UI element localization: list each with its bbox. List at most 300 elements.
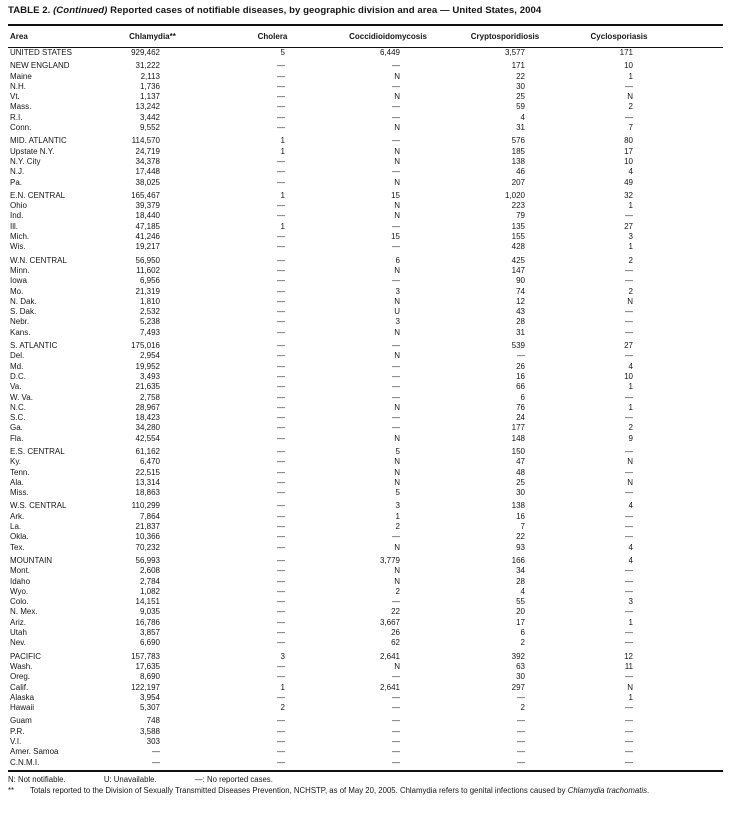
footnote-legend-not-notifiable: N: Not notifiable. <box>8 774 66 784</box>
value-cell: — <box>277 457 285 467</box>
table-row <box>8 82 723 92</box>
area-cell: W.S. CENTRAL <box>10 501 67 511</box>
table-row <box>8 317 723 327</box>
filler-cell <box>674 758 723 768</box>
table-row <box>8 434 723 444</box>
value-cell: — <box>277 586 285 596</box>
value-cell: — <box>625 317 633 327</box>
footnotes <box>8 772 723 796</box>
filler-cell <box>674 716 723 726</box>
area-cell: C.N.M.I. <box>10 757 40 767</box>
value-cell: 31 <box>516 123 525 133</box>
table-row <box>8 393 723 403</box>
value-cell: 1,810 <box>139 296 160 306</box>
area-cell: P.R. <box>10 726 25 736</box>
value-cell: — <box>277 402 285 412</box>
table-row <box>8 447 723 457</box>
filler-cell <box>674 683 723 693</box>
value-cell: — <box>277 296 285 306</box>
value-cell: 1 <box>280 146 285 156</box>
area-cell: Ala. <box>10 477 24 487</box>
value-cell: N <box>394 211 400 221</box>
value-cell: — <box>392 341 400 351</box>
filler-cell <box>674 556 723 566</box>
value-cell: 19,217 <box>135 242 160 252</box>
value-cell: — <box>277 167 285 177</box>
value-cell: — <box>277 433 285 443</box>
value-cell: N <box>394 123 400 133</box>
filler-cell <box>674 191 723 201</box>
value-cell: 223 <box>511 201 525 211</box>
value-cell: — <box>277 382 285 392</box>
table-row <box>8 102 723 112</box>
area-cell: Okla. <box>10 532 29 542</box>
value-cell: — <box>277 123 285 133</box>
value-cell: 135 <box>511 221 525 231</box>
value-cell: 11 <box>624 661 633 671</box>
value-cell: — <box>152 757 160 767</box>
value-cell: 748 <box>146 716 160 726</box>
filler-cell <box>674 403 723 413</box>
area-cell: E.N. CENTRAL <box>10 190 66 200</box>
value-cell: 93 <box>516 542 525 552</box>
value-cell: 16,786 <box>135 617 160 627</box>
value-cell: — <box>625 265 633 275</box>
area-cell: N. Mex. <box>10 607 38 617</box>
value-cell: — <box>392 597 400 607</box>
value-cell: 30 <box>516 488 525 498</box>
value-cell: 2 <box>520 638 525 648</box>
value-cell: 171 <box>619 48 633 57</box>
notifiable-diseases-table <box>8 24 723 768</box>
area-cell: Ind. <box>10 211 24 221</box>
value-cell: 2 <box>395 522 400 532</box>
value-cell: 31 <box>516 327 525 337</box>
value-cell: 2 <box>628 286 633 296</box>
value-cell: 2,641 <box>379 651 400 661</box>
value-cell: — <box>277 672 285 682</box>
value-cell: — <box>517 737 525 746</box>
value-cell: — <box>392 692 400 702</box>
value-cell: N <box>394 542 400 552</box>
value-cell: — <box>277 276 285 286</box>
table-header <box>8 25 723 48</box>
value-cell: 56,950 <box>135 255 160 265</box>
filler-cell <box>674 167 723 177</box>
value-cell: — <box>277 307 285 317</box>
value-cell: — <box>625 576 633 586</box>
filler-cell <box>674 478 723 488</box>
area-cell: Mass. <box>10 102 32 112</box>
value-cell: 17,635 <box>135 661 160 671</box>
value-cell: — <box>625 211 633 221</box>
value-cell: — <box>277 112 285 122</box>
value-cell: 171 <box>511 61 525 71</box>
table-row <box>8 607 723 617</box>
table-row <box>8 232 723 242</box>
header-row <box>8 25 723 48</box>
table-row <box>8 758 723 768</box>
value-cell: 61,162 <box>135 446 160 456</box>
value-cell: 3,588 <box>139 726 160 736</box>
value-cell: — <box>392 167 400 177</box>
filler-cell <box>674 102 723 112</box>
value-cell: N <box>627 477 633 487</box>
value-cell: 539 <box>511 341 525 351</box>
value-cell: — <box>625 737 633 746</box>
area-cell: Ariz. <box>10 617 26 627</box>
value-cell: 62 <box>391 638 400 648</box>
value-cell: 6,470 <box>139 457 160 467</box>
value-cell: 7 <box>628 123 633 133</box>
filler-cell <box>674 266 723 276</box>
value-cell: — <box>625 607 633 617</box>
filler-cell <box>674 628 723 638</box>
column-header-filler <box>674 25 723 48</box>
filler-cell <box>674 232 723 242</box>
filler-cell <box>674 672 723 682</box>
area-cell: E.S. CENTRAL <box>10 446 65 456</box>
area-cell: Nev. <box>10 638 26 648</box>
value-cell: 26 <box>391 628 400 638</box>
value-cell: — <box>392 716 400 726</box>
value-cell: — <box>277 351 285 361</box>
value-cell: — <box>277 327 285 337</box>
value-cell: — <box>277 286 285 296</box>
area-cell: Colo. <box>10 597 29 607</box>
value-cell: 1,736 <box>139 81 160 91</box>
filler-cell <box>674 136 723 146</box>
area-cell: Utah <box>10 628 27 638</box>
area-cell: Hawaii <box>10 703 35 713</box>
filler-cell <box>674 532 723 542</box>
value-cell: 12 <box>624 651 633 661</box>
value-cell: N <box>627 296 633 306</box>
value-cell: — <box>392 737 400 746</box>
filler-cell <box>674 61 723 71</box>
value-cell: 25 <box>516 477 525 487</box>
value-cell: 18,423 <box>135 413 160 423</box>
table-row <box>8 351 723 361</box>
column-header-cryptosporidiosis: Cryptosporidiosis <box>446 25 564 48</box>
filler-cell <box>674 662 723 672</box>
footnote-legend-no-reported-cases: —: No reported cases. <box>194 774 273 784</box>
column-header-chlamydia: Chlamydia** <box>90 25 215 48</box>
value-cell: — <box>277 597 285 607</box>
table-title <box>8 5 723 17</box>
filler-cell <box>674 222 723 232</box>
value-cell: 12 <box>516 296 525 306</box>
value-cell: 138 <box>511 501 525 511</box>
filler-cell <box>674 287 723 297</box>
area-cell: Maine <box>10 71 32 81</box>
value-cell: 2 <box>280 703 285 713</box>
value-cell: 425 <box>511 255 525 265</box>
filler-cell <box>674 737 723 747</box>
table-row <box>8 382 723 392</box>
value-cell: 17 <box>624 146 633 156</box>
filler-cell <box>674 317 723 327</box>
filler-cell <box>674 48 723 59</box>
value-cell: 177 <box>511 423 525 433</box>
value-cell: 15 <box>391 190 400 200</box>
value-cell: 28 <box>516 576 525 586</box>
value-cell: 16 <box>516 371 525 381</box>
footnote-text-italic: Chlamydia trachomatis <box>567 785 647 795</box>
footnote-text-roman: Totals reported to the Division of Sexually Transmitted Diseases Prevention, NCHSTP, as of May 20, 2005. Chlamydia refers to genital infections caused by <box>30 785 568 795</box>
value-cell: 576 <box>511 136 525 146</box>
value-cell: 10 <box>624 371 633 381</box>
value-cell: — <box>277 102 285 112</box>
value-cell: 10 <box>624 156 633 166</box>
area-cell: Miss. <box>10 488 29 498</box>
area-cell: Wis. <box>10 242 26 252</box>
value-cell: 26 <box>516 361 525 371</box>
value-cell: 6,690 <box>139 638 160 648</box>
area-cell: D.C. <box>10 371 26 381</box>
table-row <box>8 747 723 757</box>
value-cell: 1 <box>280 190 285 200</box>
area-cell: S. ATLANTIC <box>10 341 58 351</box>
value-cell: U <box>394 307 400 317</box>
area-cell: W.N. CENTRAL <box>10 255 67 265</box>
filler-cell <box>674 501 723 511</box>
value-cell: 155 <box>511 232 525 242</box>
table-row <box>8 328 723 338</box>
filler-cell <box>674 434 723 444</box>
table-row <box>8 266 723 276</box>
area-cell: N.H. <box>10 81 26 91</box>
value-cell: 10 <box>624 61 633 71</box>
value-cell: — <box>277 488 285 498</box>
filler-cell <box>674 587 723 597</box>
value-cell: 2,954 <box>139 351 160 361</box>
value-cell: — <box>517 692 525 702</box>
filler-cell <box>674 211 723 221</box>
value-cell: — <box>392 371 400 381</box>
value-cell: 15 <box>391 232 400 242</box>
filler-cell <box>674 382 723 392</box>
area-cell: S.C. <box>10 413 26 423</box>
value-cell: 32 <box>624 190 633 200</box>
table-row <box>8 307 723 317</box>
table-row <box>8 222 723 232</box>
area-cell: Ky. <box>10 457 21 467</box>
value-cell: — <box>152 747 160 757</box>
value-cell: 3,577 <box>504 48 525 57</box>
value-cell: — <box>277 522 285 532</box>
value-cell: 2,608 <box>139 566 160 576</box>
value-cell: — <box>277 607 285 617</box>
table-row <box>8 488 723 498</box>
value-cell: 2,113 <box>140 71 160 81</box>
table-row <box>8 703 723 713</box>
value-cell: N <box>394 201 400 211</box>
area-cell: Ohio <box>10 201 27 211</box>
value-cell: 22 <box>391 607 400 617</box>
value-cell: — <box>277 501 285 511</box>
table-row <box>8 638 723 648</box>
table-row <box>8 256 723 266</box>
value-cell: 7 <box>520 522 525 532</box>
value-cell: — <box>625 522 633 532</box>
value-cell: 166 <box>511 555 525 565</box>
value-cell: 3,779 <box>379 555 400 565</box>
value-cell: N <box>394 661 400 671</box>
value-cell: — <box>277 341 285 351</box>
value-cell: 929,462 <box>131 48 160 57</box>
value-cell: — <box>277 265 285 275</box>
filler-cell <box>674 242 723 252</box>
area-cell: V.I. <box>10 737 22 746</box>
column-header-cyclosporiasis: Cyclosporiasis <box>564 25 674 48</box>
table-row <box>8 737 723 747</box>
value-cell: 7,493 <box>139 327 160 337</box>
value-cell: 1 <box>628 71 633 81</box>
table-row <box>8 362 723 372</box>
value-cell: 3 <box>280 651 285 661</box>
value-cell: — <box>625 112 633 122</box>
value-cell: 7,864 <box>139 511 160 521</box>
value-cell: 21,635 <box>135 382 160 392</box>
area-cell: S. Dak. <box>10 307 37 317</box>
value-cell: — <box>517 351 525 361</box>
area-cell: Tenn. <box>10 467 30 477</box>
table-row <box>8 72 723 82</box>
value-cell: — <box>625 488 633 498</box>
area-cell: R.I. <box>10 112 23 122</box>
value-cell: 48 <box>516 467 525 477</box>
value-cell: 3,667 <box>379 617 400 627</box>
value-cell: — <box>277 716 285 726</box>
table-row <box>8 597 723 607</box>
value-cell: 34 <box>516 566 525 576</box>
area-cell: Iowa <box>10 276 27 286</box>
area-cell: PACIFIC <box>10 651 41 661</box>
value-cell: — <box>392 747 400 757</box>
table-row <box>8 403 723 413</box>
table-row <box>8 501 723 511</box>
value-cell: 2,784 <box>139 576 160 586</box>
filler-cell <box>674 178 723 188</box>
value-cell: — <box>277 317 285 327</box>
value-cell: — <box>277 255 285 265</box>
value-cell: 3 <box>395 317 400 327</box>
value-cell: 22,515 <box>135 467 160 477</box>
value-cell: 30 <box>516 81 525 91</box>
value-cell: — <box>277 156 285 166</box>
value-cell: 31,222 <box>135 61 160 71</box>
value-cell: 56,993 <box>135 555 160 565</box>
area-cell: Tex. <box>10 542 25 552</box>
footnote-legend-unavailable: U: Unavailable. <box>103 774 157 784</box>
value-cell: — <box>277 737 285 746</box>
area-cell: N.Y. City <box>10 156 41 166</box>
value-cell: 5,238 <box>139 317 160 327</box>
value-cell: — <box>625 467 633 477</box>
value-cell: 55 <box>516 597 525 607</box>
area-cell: Conn. <box>10 123 32 133</box>
value-cell: 28 <box>516 317 525 327</box>
footnote-text-suffix: . <box>647 785 650 795</box>
value-cell: — <box>277 576 285 586</box>
value-cell: 63 <box>516 661 525 671</box>
value-cell: 5 <box>395 446 400 456</box>
filler-cell <box>674 423 723 433</box>
table-row <box>8 297 723 307</box>
value-cell: N <box>394 92 400 102</box>
filler-cell <box>674 372 723 382</box>
value-cell: N <box>394 146 400 156</box>
filler-cell <box>674 488 723 498</box>
value-cell: — <box>392 136 400 146</box>
value-cell: 11,602 <box>136 265 160 275</box>
filler-cell <box>674 747 723 757</box>
table-row <box>8 543 723 553</box>
table-row <box>8 512 723 522</box>
value-cell: — <box>392 726 400 736</box>
value-cell: — <box>392 242 400 252</box>
value-cell: — <box>392 757 400 767</box>
value-cell: — <box>625 586 633 596</box>
value-cell: — <box>517 726 525 736</box>
area-cell: Pa. <box>10 177 23 187</box>
column-header-cholera: Cholera <box>215 25 330 48</box>
value-cell: 1 <box>280 682 285 692</box>
filler-cell <box>674 201 723 211</box>
area-cell: Oreg. <box>10 672 31 682</box>
value-cell: — <box>277 423 285 433</box>
value-cell: — <box>277 92 285 102</box>
filler-cell <box>674 457 723 467</box>
value-cell: 1,082 <box>139 586 160 596</box>
value-cell: 1 <box>628 242 633 252</box>
value-cell: 9 <box>628 433 633 443</box>
value-cell: 59 <box>516 102 525 112</box>
filler-cell <box>674 618 723 628</box>
value-cell: N <box>394 296 400 306</box>
value-cell: 34,280 <box>135 423 160 433</box>
value-cell: — <box>277 232 285 242</box>
area-cell: Nebr. <box>10 317 30 327</box>
value-cell: — <box>277 361 285 371</box>
value-cell: — <box>625 446 633 456</box>
value-cell: — <box>277 177 285 187</box>
table-row <box>8 727 723 737</box>
value-cell: 207 <box>511 177 525 187</box>
filler-cell <box>674 113 723 123</box>
value-cell: 2 <box>628 255 633 265</box>
table-row <box>8 147 723 157</box>
value-cell: — <box>277 81 285 91</box>
filler-cell <box>674 727 723 737</box>
area-cell: Ill. <box>10 221 18 231</box>
table-row <box>8 178 723 188</box>
value-cell: — <box>392 423 400 433</box>
value-cell: — <box>277 542 285 552</box>
value-cell: 76 <box>516 402 525 412</box>
value-cell: 148 <box>511 433 525 443</box>
value-cell: 2 <box>520 703 525 713</box>
value-cell: — <box>392 221 400 231</box>
value-cell: — <box>392 81 400 91</box>
value-cell: 79 <box>516 211 525 221</box>
value-cell: — <box>625 392 633 402</box>
value-cell: 70,232 <box>135 542 160 552</box>
value-cell: 2,532 <box>139 307 160 317</box>
value-cell: — <box>625 638 633 648</box>
area-cell: Alaska <box>10 692 35 702</box>
